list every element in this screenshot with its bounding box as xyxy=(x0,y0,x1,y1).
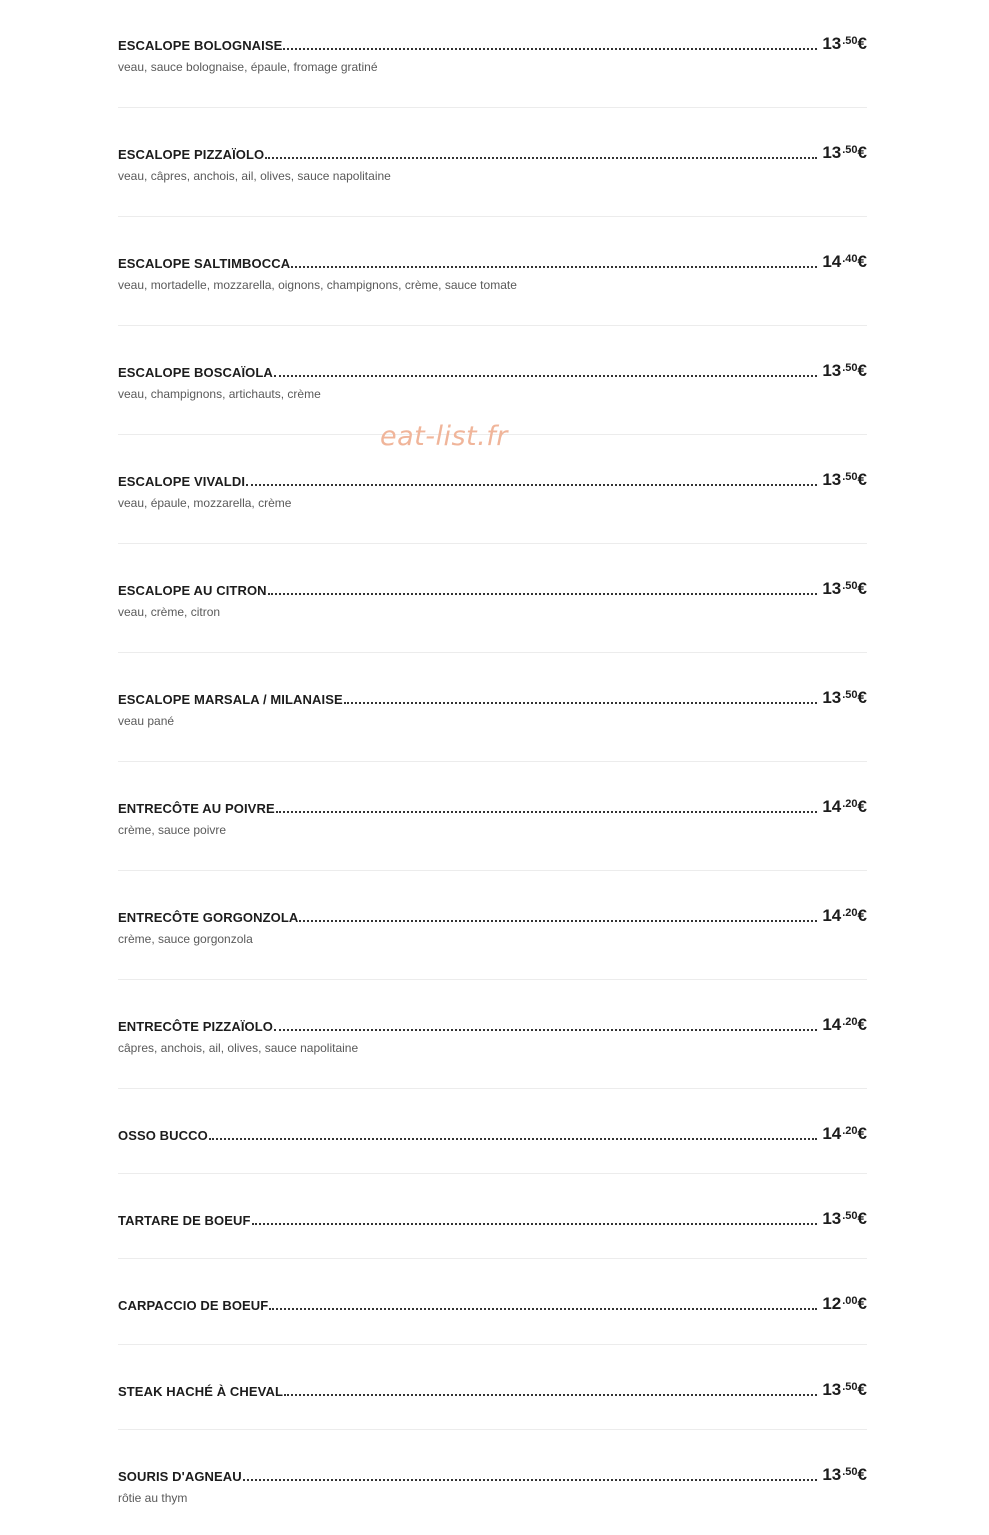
menu-item-name: STEAK HACHÉ À CHEVAL xyxy=(118,1384,283,1399)
menu-item-price: $14^{.40}€$ xyxy=(822,252,867,271)
item-divider xyxy=(118,107,867,108)
menu-item-name: SOURIS D'AGNEAU xyxy=(118,1469,242,1484)
menu-item-price: $13^{.50}€$ xyxy=(822,1380,867,1399)
menu-item-price: $14^{.20}€$ xyxy=(822,1015,867,1034)
dotted-leader xyxy=(276,811,818,813)
dotted-leader xyxy=(283,48,817,50)
menu-item-escalope-boscaiola xyxy=(118,357,867,401)
dotted-leader xyxy=(268,593,818,595)
menu-item-name: ESCALOPE MARSALA / MILANAISE xyxy=(118,692,343,707)
menu-item-escalope-marsala-milanaise xyxy=(118,684,867,728)
item-divider xyxy=(118,979,867,980)
item-divider xyxy=(118,761,867,762)
menu-item-price: $13^{.50}€$ xyxy=(822,143,867,162)
dotted-leader xyxy=(274,1029,817,1031)
menu-item-tartare-de-boeuf xyxy=(118,1205,867,1235)
menu-item-escalope-au-citron xyxy=(118,575,867,619)
item-divider xyxy=(118,652,867,653)
menu-item-price: $13^{.50}€$ xyxy=(822,688,867,707)
menu-item-carpaccio-de-boeuf xyxy=(118,1290,867,1320)
item-divider xyxy=(118,870,867,871)
menu-item-price: $14^{.20}€$ xyxy=(822,797,867,816)
dotted-leader xyxy=(291,266,817,268)
menu-item-name: CARPACCIO DE BOEUF xyxy=(118,1298,269,1313)
menu-item-steak-hache-a-cheval xyxy=(118,1376,867,1406)
item-divider xyxy=(118,1173,867,1174)
menu-item-name: ENTRECÔTE GORGONZOLA xyxy=(118,910,299,925)
dotted-leader xyxy=(265,157,817,159)
menu-item-description: câpres, anchois, ail, olives, sauce napolitaine xyxy=(118,1041,359,1055)
dotted-leader xyxy=(284,1394,817,1396)
menu-item-name: ESCALOPE BOSCAÏOLA xyxy=(118,365,273,380)
menu-item-name: TARTARE DE BOEUF xyxy=(118,1213,251,1228)
item-divider xyxy=(118,1258,867,1259)
dotted-leader xyxy=(209,1138,817,1140)
menu-item-name: ESCALOPE BOLOGNAISE xyxy=(118,38,283,53)
menu-item-description: veau, champignons, artichauts, crème xyxy=(118,387,321,401)
menu-item-description: veau, sauce bolognaise, épaule, fromage gratiné xyxy=(118,60,378,74)
menu-item-description: crème, sauce poivre xyxy=(118,823,227,837)
menu-item-souris-d-agneau xyxy=(118,1461,867,1505)
item-divider xyxy=(118,216,867,217)
menu-item-name: ESCALOPE SALTIMBOCCA xyxy=(118,256,291,271)
dotted-leader xyxy=(274,375,817,377)
dotted-leader xyxy=(344,702,818,704)
menu-item-entrecote-pizzaiolo xyxy=(118,1011,867,1055)
menu-item-escalope-saltimbocca xyxy=(118,248,867,292)
menu-item-name: OSSO BUCCO xyxy=(118,1128,208,1143)
menu-item-name: ENTRECÔTE AU POIVRE xyxy=(118,801,275,816)
menu-item-description: veau, mortadelle, mozzarella, oignons, champignons, crème, sauce tomate xyxy=(118,278,517,292)
dotted-leader xyxy=(252,1223,818,1225)
menu-item-name: ESCALOPE PIZZAÏOLO xyxy=(118,147,265,162)
menu-item-name: ENTRECÔTE PIZZAÏOLO xyxy=(118,1019,274,1034)
dotted-leader xyxy=(269,1308,817,1310)
menu-item-price: $13^{.50}€$ xyxy=(822,1465,867,1484)
menu-item-price: $13^{.50}€$ xyxy=(822,579,867,598)
menu-item-osso-bucco xyxy=(118,1120,867,1150)
menu-item-escalope-vivaldi xyxy=(118,466,867,510)
watermark: eat-list.fr xyxy=(380,421,508,452)
menu-item-escalope-pizzaiolo xyxy=(118,139,867,183)
dotted-leader xyxy=(243,1479,818,1481)
menu-item-price: $12^{.00}€$ xyxy=(822,1294,867,1313)
menu-item-name: ESCALOPE VIVALDI xyxy=(118,474,246,489)
menu-item-description: veau, câpres, anchois, ail, olives, sauce napolitaine xyxy=(118,169,391,183)
menu-item-price: $13^{.50}€$ xyxy=(822,34,867,53)
item-divider xyxy=(118,325,867,326)
menu-item-price: $13^{.50}€$ xyxy=(822,361,867,380)
menu-item-name: ESCALOPE AU CITRON xyxy=(118,583,267,598)
menu-item-price: $13^{.50}€$ xyxy=(822,470,867,489)
item-divider xyxy=(118,1344,867,1345)
menu-item-escalope-bolognaise xyxy=(118,30,867,74)
menu-item-price: $14^{.20}€$ xyxy=(822,906,867,925)
menu-item-description: veau, crème, citron xyxy=(118,605,221,619)
menu-item-entrecote-gorgonzola xyxy=(118,902,867,946)
menu-item-description: veau, épaule, mozzarella, crème xyxy=(118,496,292,510)
menu-item-price: $14^{.20}€$ xyxy=(822,1124,867,1143)
menu-item-description: crème, sauce gorgonzola xyxy=(118,932,253,946)
dotted-leader xyxy=(246,484,817,486)
dotted-leader xyxy=(299,920,817,922)
menu-item-entrecote-au-poivre xyxy=(118,793,867,837)
menu-item-price: $13^{.50}€$ xyxy=(822,1209,867,1228)
item-divider xyxy=(118,543,867,544)
item-divider xyxy=(118,1088,867,1089)
menu-item-description: veau pané xyxy=(118,714,175,728)
menu-item-description: rôtie au thym xyxy=(118,1491,188,1505)
item-divider xyxy=(118,1429,867,1430)
